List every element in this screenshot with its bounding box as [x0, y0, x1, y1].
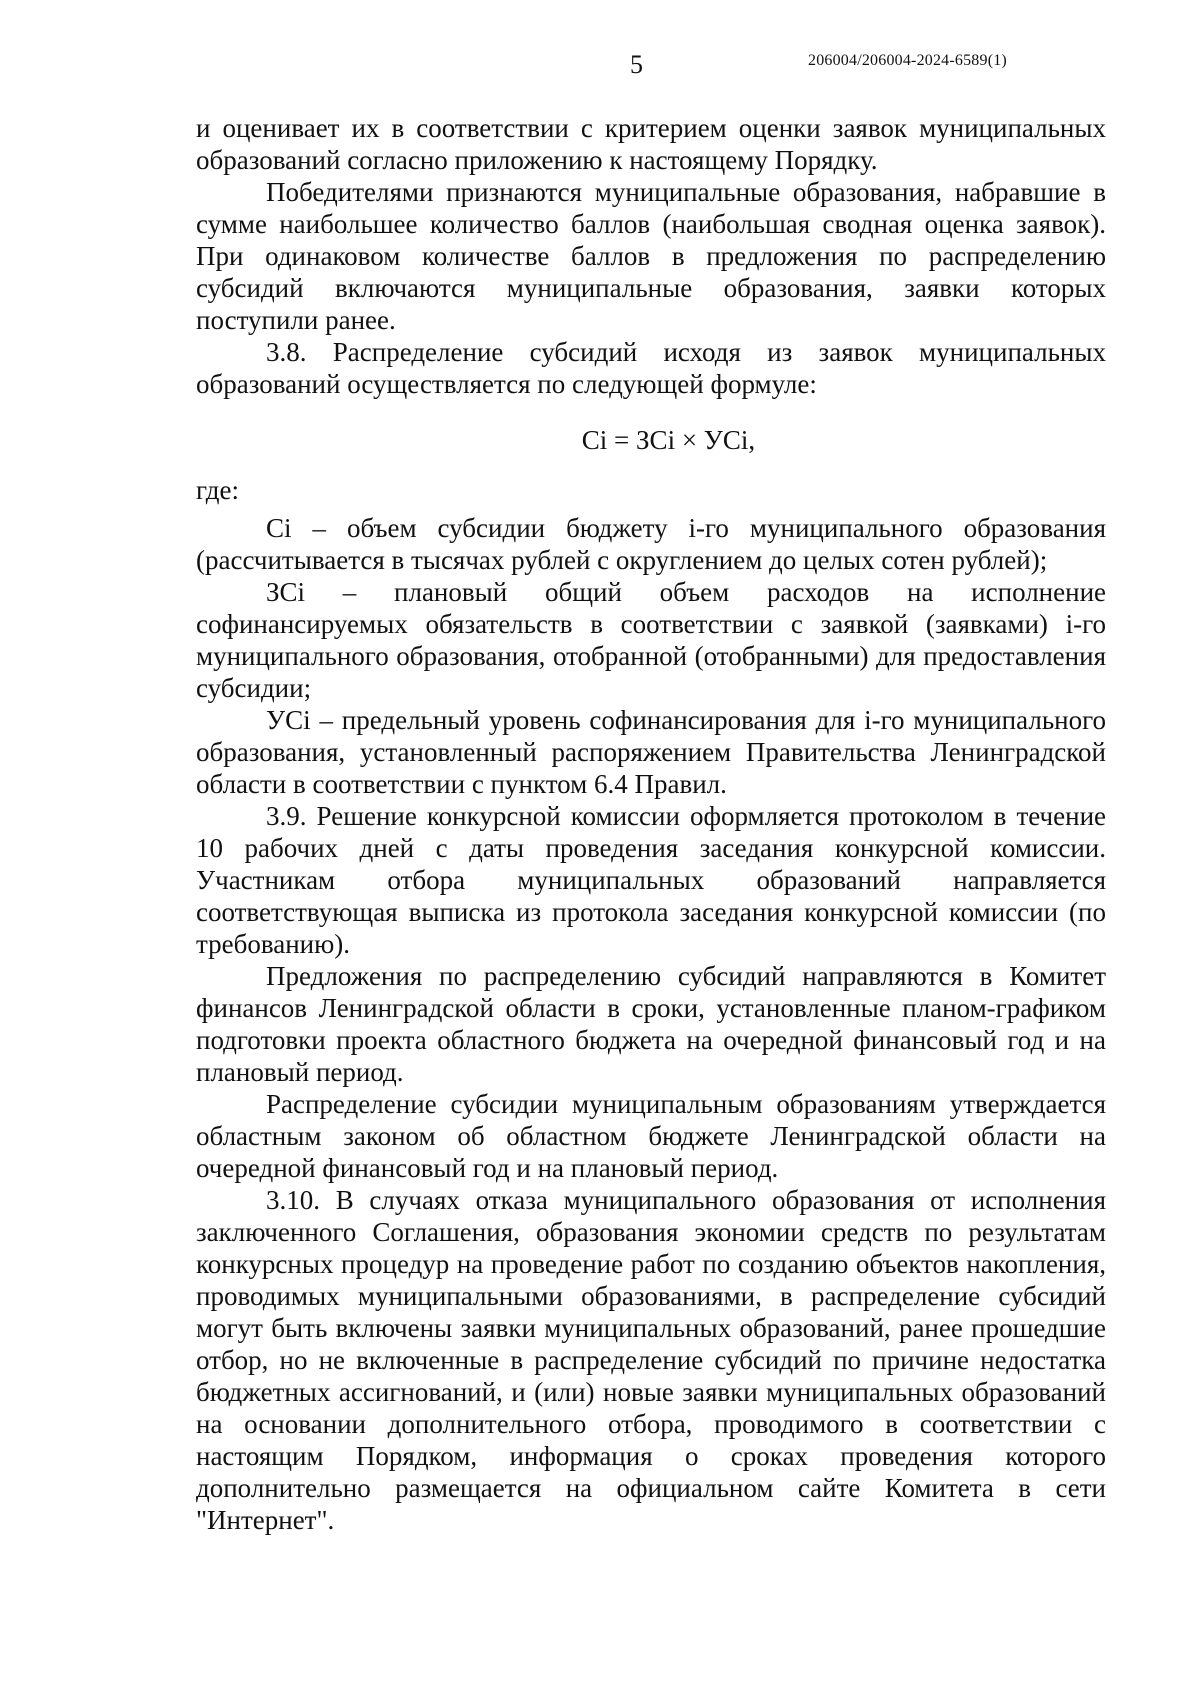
formula: Ci = ЗCi × УCi, — [581, 425, 756, 455]
definition-ci: Ci – объем субсидии бюджету i-го муниципального образования (рассчитывается в тысячах рублей с округлением до целых сотен рублей); — [196, 513, 1106, 575]
formula-where: где: — [196, 475, 239, 505]
paragraph-3-8: 3.8. Распределение субсидий исходя из заявок муниципальных образований осуществляется по следующей формуле: — [196, 337, 1106, 399]
document-id: 206004/206004-2024-6589(1) — [808, 52, 1007, 69]
page-number: 5 — [630, 50, 643, 79]
paragraph-3-9: 3.9. Решение конкурсной комиссии оформляется протоколом в течение 10 рабочих дней с даты проведения заседания конкурсной комиссии. Участникам отбора муниципальных образований направляется соответствующая выписка из протокола заседания конкурсной комиссии (по требованию). — [196, 801, 1106, 959]
definition-uci: УCi – предельный уровень софинансирования для i-го муниципального образования, установленный распоряжением Правительства Ленинградской области в соответствии с пунктом 6.4 Правил. — [196, 705, 1106, 799]
paragraph-proposals: Предложения по распределению субсидий направляются в Комитет финансов Ленинградской области в сроки, установленные планом-графиком подготовки проекта областного бюджета на очередной финансовый год и на плановый период. — [196, 961, 1106, 1087]
document-body — [196, 112, 1106, 1536]
paragraph-3-10: 3.10. В случаях отказа муниципального образования от исполнения заключенного Соглашения, образования экономии средств по результатам конкурсных процедур на проведение работ по созданию объектов накопления, проводимых муниципальными образованиями, в распределение субсидий могут быть включены заявки муниципальных образований, ранее прошедшие отбор, но не включенные в распределение субсидий по причине недостатка бюджетных ассигнований, и (или) новые заявки муниципальных образований на основании дополнительного отбора, проводимого в соответствии с настоящим Порядком, информация о сроках проведения которого дополнительно размещается на официальном сайте Комитета в сети "Интернет". — [196, 1185, 1106, 1535]
paragraph-distribution: Распределение субсидии муниципальным образованиям утверждается областным законом об областном бюджете Ленинградской области на очередной финансовый год и на плановый период. — [196, 1089, 1106, 1183]
paragraph-winners: Победителями признаются муниципальные образования, набравшие в сумме наибольшее количество баллов (наибольшая сводная оценка заявок). При одинаковом количестве баллов в предложения по распределению субсидий включаются муниципальные образования, заявки которых поступили ранее. — [196, 177, 1106, 335]
paragraph-evaluation: и оценивает их в соответствии с критерием оценки заявок муниципальных образований согласно приложению к настоящему Порядку. — [196, 113, 1106, 175]
definition-zci: ЗCi – плановый общий объем расходов на исполнение софинансируемых обязательств в соответствии с заявкой (заявками) i-го муниципального образования, отобранной (отобранными) для предоставления субсидии; — [196, 577, 1106, 703]
